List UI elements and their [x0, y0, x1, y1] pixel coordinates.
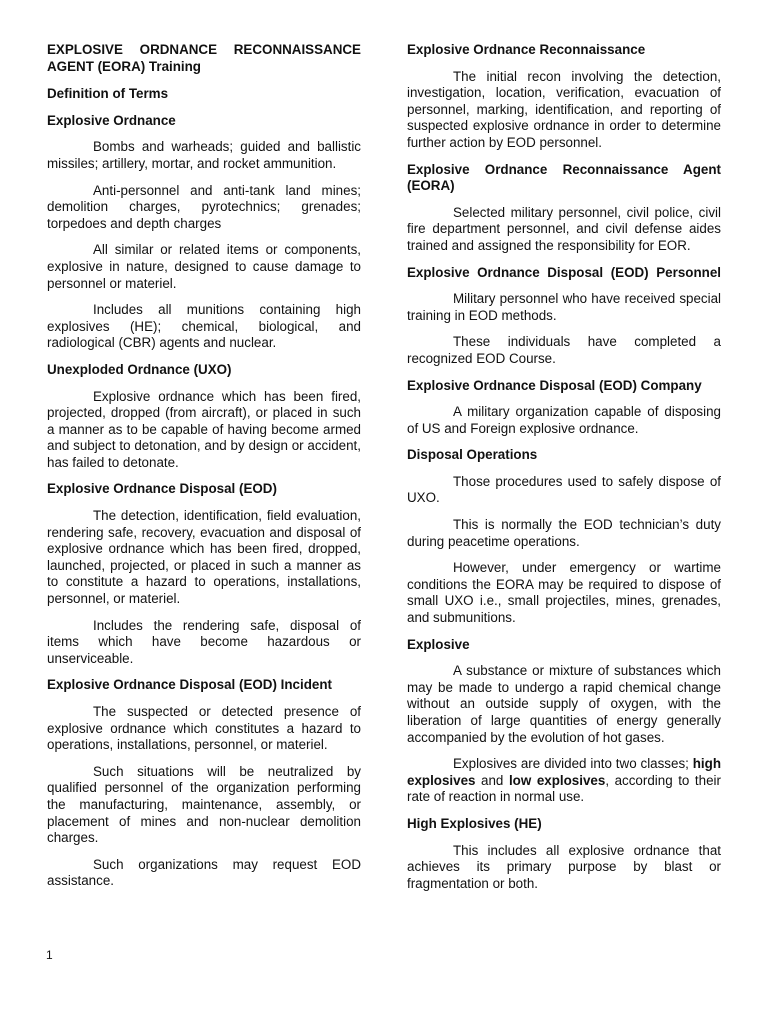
paragraph: Such organizations may request EOD assistance.: [47, 856, 361, 889]
paragraph: Selected military personnel, civil police, civil fire department personnel, and civil defense aides trained and assigned the responsibility for EOR.: [407, 204, 721, 253]
paragraph: However, under emergency or wartime conditions the EORA may be required to dispose of small UXO i.e., small projectiles, mines, grenades, and submunitions.: [407, 560, 721, 626]
page-number: 1: [46, 948, 53, 962]
paragraph: The suspected or detected presence of explosive ordnance which constitutes a hazard to operations, installations, personnel, or materiel.: [47, 704, 361, 753]
section-heading-explosive-ordnance-reconnaissance: Explosive Ordnance Reconnaissance: [407, 42, 646, 57]
section-heading-explosive-ordnance-disposal-eod-incident: Explosive Ordnance Disposal (EOD) Incident: [47, 677, 332, 693]
section-heading-explosive-ordnance-disposal-eod-company: Explosive Ordnance Disposal (EOD) Company: [407, 377, 702, 393]
section-heading-explosive-ordnance: Explosive Ordnance: [47, 112, 176, 128]
left-column-content: [47, 86, 361, 890]
paragraph: This includes all explosive ordnance that achieves its primary purpose by blast or fragmentation or both.: [407, 842, 721, 891]
section-heading-definition-of-terms: Definition of Terms: [47, 86, 169, 102]
left-column: [47, 42, 361, 900]
text-run: , according to their rate of reaction in normal use.: [407, 772, 721, 805]
paragraph: The detection, identification, field evaluation, rendering safe, recovery, evacuation and disposal of explosive ordnance which has been fired, dropped, launched, projected, or placed in such a manner as to constitute a hazard to operations, installations, personnel, or materiel.: [47, 508, 361, 607]
section-heading-explosive: Explosive: [407, 636, 470, 652]
paragraph: The initial recon involving the detection, investigation, location, verification, evacuation of personnel, marking, identification, and reporting of suspected explosive ordnance in order to determine further action by EOD personnel.: [407, 68, 721, 150]
section-heading-disposal-operations: Disposal Operations: [407, 447, 538, 463]
section-heading-explosive-ordnance-disposal-eod: Explosive Ordnance Disposal (EOD): [47, 481, 277, 497]
paragraph: This is normally the EOD technician’s duty during peacetime operations.: [407, 517, 721, 549]
paragraph: Military personnel who have received special training in EOD methods.: [407, 291, 721, 323]
paragraph: Such situations will be neutralized by qualified personnel of the organization performing the manufacturing, maintenance, assembly, or placement of mines and non-nuclear demolition charges.: [47, 763, 361, 846]
paragraph: Includes all munitions containing high explosives (HE); chemical, biological, and radiological (CBR) agents and nuclear.: [47, 302, 361, 351]
paragraph: Explosive ordnance which has been fired, projected, dropped (from aircraft), or placed in such a manner as to be capable of having become armed and subject to detonation, and by design or accident, has failed to detonate.: [47, 388, 361, 470]
paragraph: All similar or related items or components, explosive in nature, designed to cause damage to personnel or materiel.: [47, 242, 361, 291]
bold-term: high explosives: [407, 756, 721, 788]
section-heading-unexploded-ordnance-uxo: Unexploded Ordnance (UXO): [47, 361, 232, 377]
paragraph: A substance or mixture of substances which may be made to undergo a rapid chemical change without an outside supply of oxygen, with the liberation of large quantities of energy generally accompanied by the evolution of hot gases.: [407, 663, 721, 745]
section-heading-explosive-ordnance-reconnaissance-agent-eora: Explosive Ordnance Reconnaissance Agent (EORA): [407, 161, 721, 194]
text-run: Explosives are divided into two classes;: [453, 756, 693, 772]
right-column: [407, 42, 721, 902]
paragraph: Includes the rendering safe, disposal of items which have become hazardous or unserviceable.: [47, 617, 361, 666]
right-column-content: [407, 42, 721, 892]
paragraph: Anti-personnel and anti-tank land mines; demolition charges, pyrotechnics; grenades; torpedoes and depth charges: [47, 182, 361, 231]
paragraph: [407, 756, 721, 806]
section-heading-high-explosives-he: High Explosives (HE): [407, 815, 542, 831]
paragraph: A military organization capable of disposing of US and Foreign explosive ordnance.: [407, 404, 721, 436]
bold-term: low explosives: [508, 772, 606, 788]
paragraph: Bombs and warheads; guided and ballistic missiles; artillery, mortar, and rocket ammunition.: [47, 139, 361, 171]
text-run: and: [475, 772, 509, 788]
paragraph: These individuals have completed a recognized EOD Course.: [407, 334, 721, 366]
section-heading-explosive-ordnance-disposal-eod-personnel: Explosive Ordnance Disposal (EOD) Personnel: [407, 264, 721, 280]
paragraph: Those procedures used to safely dispose of UXO.: [407, 473, 721, 506]
document-title: EXPLOSIVE ORDNANCE RECONNAISSANCE AGENT (EORA) Training: [47, 42, 361, 74]
